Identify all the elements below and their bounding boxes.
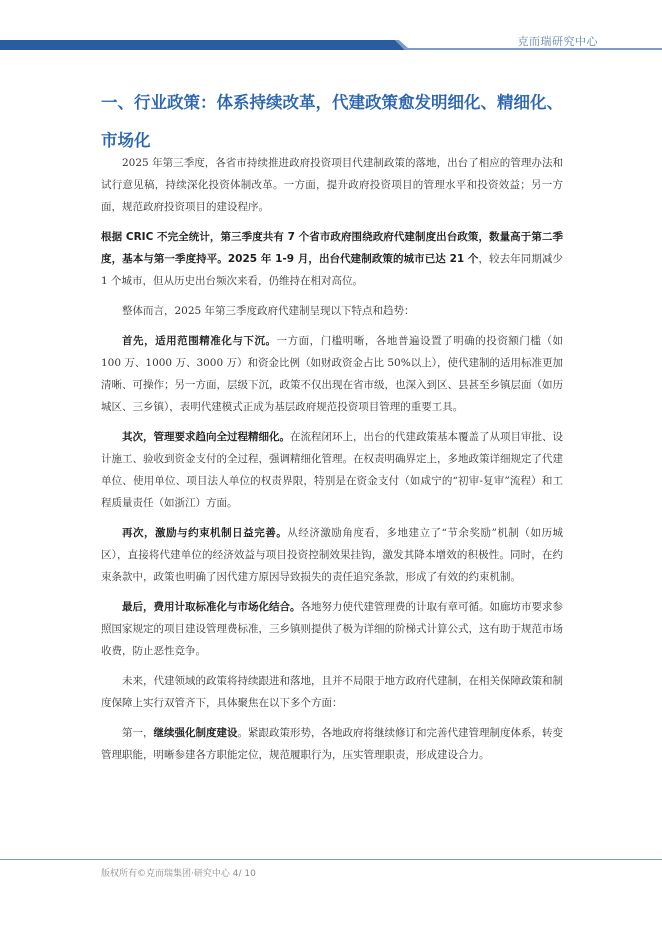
paragraph-trend-1: 首先，适用范围精准化与下沉。一方面，门槛明晰，各地普遍设置了明确的投资额门槛（如 100 万、1000 万、3000 万）和资金比例（如财政资金占比 50%以上），使代建制的适用标准更加清晰、可操作；另一方面，层级下沉，政策不仅出现在省市级，也深入到区、县甚至乡镇层面（如历城区、三乡镇），表明代建模式正成为基层政府规范投资项目管理的重要工具。 xyxy=(101,335,564,413)
paragraph-trend-2: 其次，管理要求趋向全过程精细化。在流程闭环上，出台的代建政策基本覆盖了从项目审批、设计施工、验收到资金支付的全过程，强调精细化管理。在权责明确界定上，多地政策详细规定了代建单位、使用单位、项目法人单位的权责界限，特别是在资金支付（如咸宁的“初审-复审”流程）和工程质量责任（如浙江）方面。 xyxy=(101,431,563,509)
footer-divider xyxy=(0,859,662,860)
header-banner xyxy=(0,0,662,60)
paragraph-statistics: 根据 CRIC 不完全统计，第三季度共有 7 个省市政府围绕政府代建制度出台政策，数量高于第二季度，基本与第一季度持平。2025 年 1-9 月，出台代建制政策的城市已达 21 个，较去年同期减少 1 个城市，但从历史出台频次来看，仍维持在相对高位。 xyxy=(101,231,563,287)
paragraph-future: 未来，代建领域的政策将持续跟进和落地，且并不局限于地方政府代建制，在相关保障政策和制度保障上实行双管齐下，具体聚焦在以下多个方面： xyxy=(101,675,563,709)
paragraph-overview: 整体而言，2025 年第三季度政府代建制呈现以下特点和趋势： xyxy=(122,305,415,317)
header-brand: 克而瑞研究中心 xyxy=(517,35,598,48)
paragraph-trend-4: 最后，费用计取标准化与市场化结合。各地努力使代建管理费的计取有章可循。如廊坊市要求参照国家规定的项目建设管理费标准，三乡镇则提供了极为详细的阶梯式计算公式，这有助于规范市场收费，防止恶性竞争。 xyxy=(101,601,563,657)
section-title: 一、行业政策：体系持续改革，代建政策愈发明细化、精细化、市场化 xyxy=(101,93,563,150)
header-stripe-dark xyxy=(0,40,405,50)
paragraph-focus-1: 第一，继续强化制度建设。紧跟政策形势，各地政府将继续修订和完善代建管理制度体系，转变管理职能，明晰参建各方职能定位，规范履职行为，压实管理职责，形成建设合力。 xyxy=(101,727,563,761)
paragraph-intro: 2025 年第三季度，各省市持续推进政府投资项目代建制政策的落地，出台了相应的管理办法和试行意见稿，持续深化投资体制改革。一方面，提升政府投资项目的管理水平和投资效益；另一方面，规范政府投资项目的建设程序。 xyxy=(101,157,563,213)
body-text xyxy=(101,152,563,774)
paragraph-trend-3: 再次，激励与约束机制日益完善。从经济激励角度看，多地建立了“节余奖励”机制（如历城区），直接将代建单位的经济效益与项目投资控制效果挂钩，激发其降本增效的积极性。同时，在约束条款中，政策也明确了因代建方原因导致损失的责任追究条款，形成了有效的约束机制。 xyxy=(101,527,563,583)
footer-copyright: 版权所有©克而瑞集团·研究中心 4/ 10 xyxy=(101,869,256,879)
statistics-highlight: 根据 CRIC 不完全统计，第三季度共有 7 个省市政府围绕政府代建制度出台政策，数量高于第二季度，基本与第一季度持平。2025 年 1-9 月，出台代建制政策的城市已达 21 个 xyxy=(101,231,563,265)
